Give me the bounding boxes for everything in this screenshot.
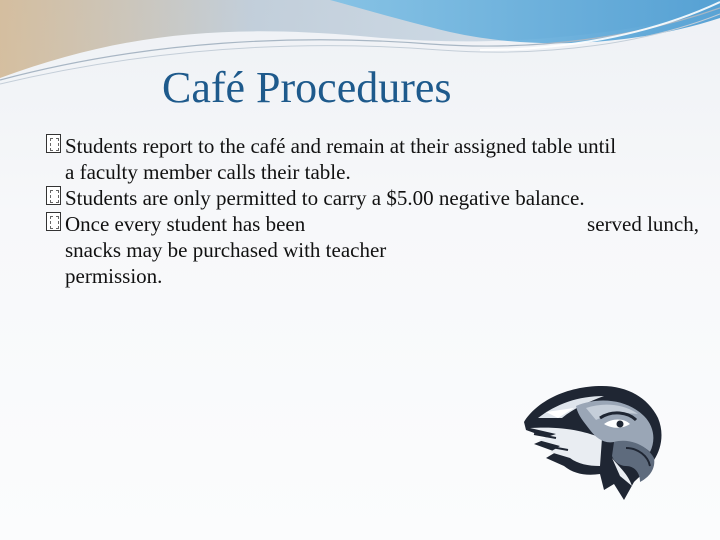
missing-glyph-bullet-icon xyxy=(46,186,61,205)
bullet-item xyxy=(46,185,698,211)
bullet-text-line: Students are only permitted to carry a $5.00 negative balance. xyxy=(65,186,585,210)
bullet-text-line: permission. xyxy=(65,264,163,288)
bullet-item xyxy=(46,133,698,185)
bullet-text-line: snacks may be purchased with teacher xyxy=(65,238,387,262)
bullet-text-line: Students report to the café and remain at their assigned table until xyxy=(65,134,617,158)
missing-glyph-bullet-icon xyxy=(46,134,61,153)
missing-glyph-bullet-icon xyxy=(46,212,61,231)
eagle-head-icon xyxy=(516,378,666,506)
slide-title: Café Procedures xyxy=(162,63,452,112)
bullet-text-right: served lunch, xyxy=(587,212,699,236)
bullet-text-left: Once every student has been xyxy=(65,212,306,236)
bullet-text-line: a faculty member calls their table. xyxy=(65,160,351,184)
bullet-item xyxy=(46,211,698,289)
bullet-text-line xyxy=(65,211,699,237)
bullet-list xyxy=(46,133,698,289)
